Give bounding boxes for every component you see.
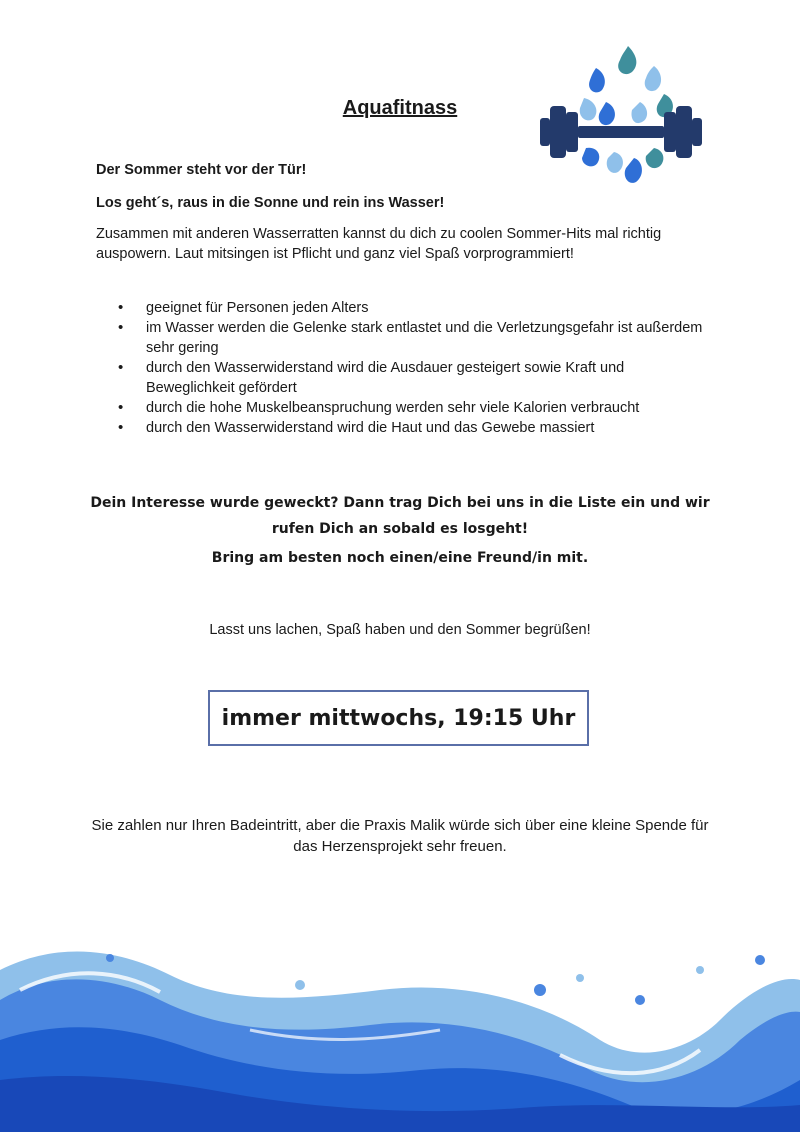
intro-paragraph: Zusammen mit anderen Wasserratten kannst du dich zu coolen Sommer-Hits mal richtig auspowern. Laut mitsingen ist Pflicht und ganz viel Spaß vorprogrammiert!	[96, 226, 662, 262]
call-to-action: Dein Interesse wurde geweckt? Dann trag Dich bei uns in die Liste ein und wir rufen Dich an sobald es losgeht!	[90, 495, 710, 537]
list-item: • durch den Wasserwiderstand wird die Haut und das Gewebe massiert	[96, 418, 706, 438]
schedule-text: immer mittwochs, 19:15 Uhr	[221, 705, 576, 731]
benefits-list	[96, 298, 706, 438]
list-item: • im Wasser werden die Gelenke stark entlastet und die Verletzungsgefahr ist außerdem sehr gering	[96, 318, 706, 358]
list-item: • durch den Wasserwiderstand wird die Ausdauer gesteigert sowie Kraft und Beweglichkeit gefördert	[96, 358, 706, 398]
water-wave-splash	[0, 930, 800, 1132]
subheading-lets-go: Los geht´s, raus in die Sonne und rein ins Wasser!	[96, 195, 445, 211]
schedule-box	[208, 690, 589, 746]
list-item: • geeignet für Personen jeden Alters	[96, 298, 706, 318]
list-item: • durch die hohe Muskelbeanspruchung werden sehr viele Kalorien verbraucht	[96, 398, 706, 418]
bring-friend-note: Bring am besten noch einen/eine Freund/in mit.	[211, 550, 589, 566]
subheading-summer: Der Sommer steht vor der Tür!	[96, 162, 307, 178]
footer-note: Sie zahlen nur Ihren Badeintritt, aber die Praxis Malik würde sich über eine kleine Spende für das Herzensprojekt sehr freuen.	[91, 817, 709, 855]
page-title: Aquafitnass	[342, 97, 458, 119]
closing-line: Lasst uns lachen, Spaß haben und den Sommer begrüßen!	[209, 622, 591, 638]
